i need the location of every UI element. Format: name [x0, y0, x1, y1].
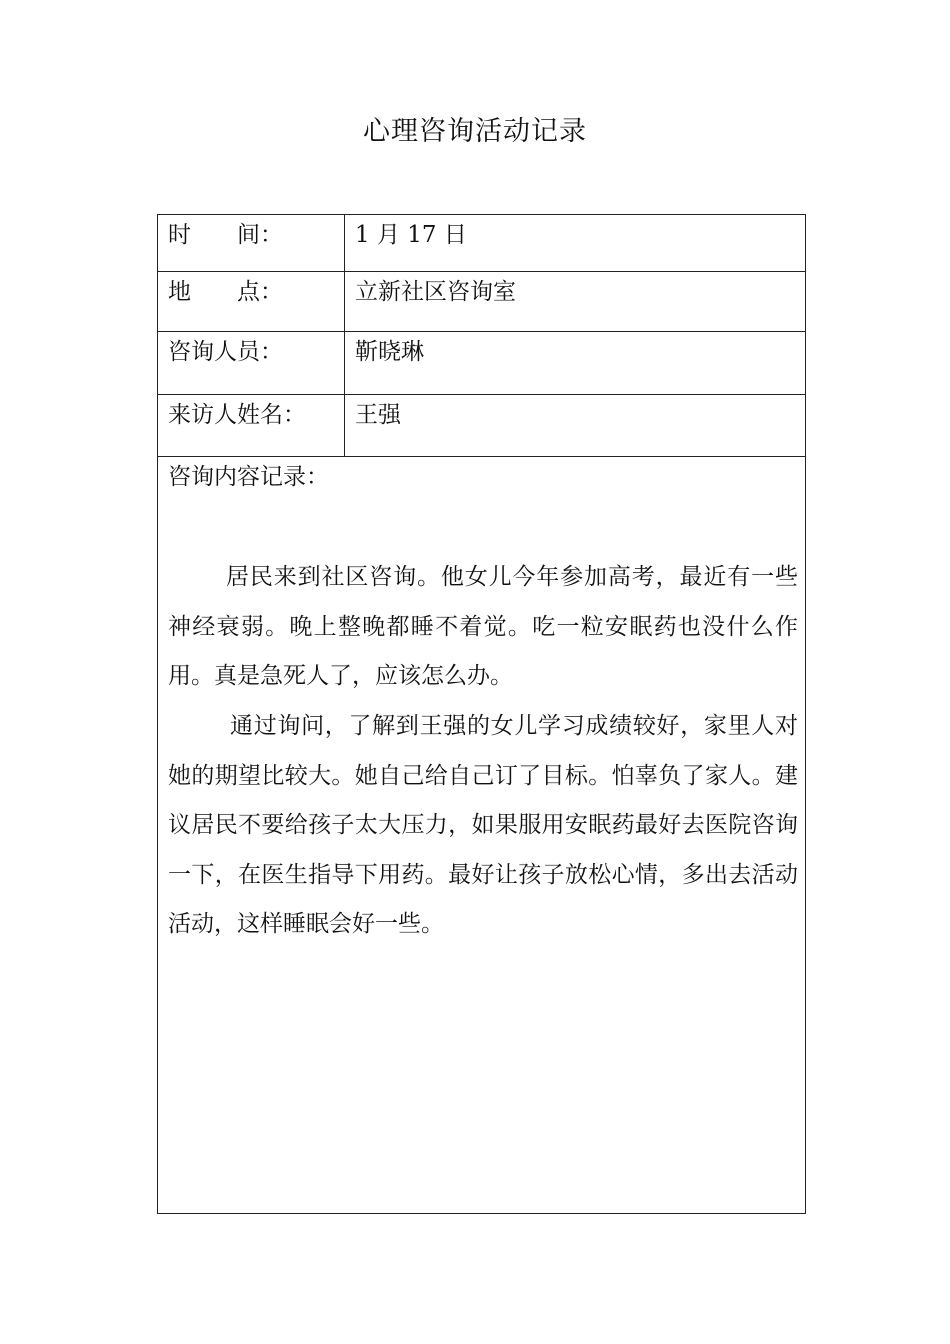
row-counselor: [158, 332, 805, 395]
consultation-content-cell: [158, 457, 805, 1213]
row-visitor: [158, 395, 805, 457]
content-heading: 咨询内容记录：: [168, 464, 329, 490]
time-label: 时 间：: [168, 222, 283, 248]
page-title: 心理咨询活动记录: [363, 116, 587, 147]
record-table: [157, 214, 806, 1214]
row-location: [158, 272, 805, 332]
location-value: 立新社区咨询室: [355, 279, 516, 305]
column-divider: [344, 215, 345, 457]
content-paragraph-1: 居民来到社区咨询。他女儿今年参加高考，最近有一些神经衰弱。晚上整晚都睡不着觉。吃一粒安眠药也没什么作用。真是急死人了，应该怎么办。: [168, 564, 798, 689]
time-value: 1 月 17 日: [355, 222, 467, 248]
visitor-label: 来访人姓名：: [168, 402, 306, 428]
counselor-label: 咨询人员：: [168, 339, 283, 365]
location-label: 地 点：: [168, 279, 283, 305]
counselor-value: 靳晓琳: [355, 339, 424, 365]
content-paragraph-2: 通过询问，了解到王强的女儿学习成绩较好，家里人对她的期望比较大。她自己给自己订了目标。怕辜负了家人。建议居民不要给孩子太大压力，如果服用安眠药最好去医院咨询一下，在医生指导下用药。最好让孩子放松心情，多出去活动活动，这样睡眠会好一些。: [168, 713, 798, 937]
visitor-value: 王强: [355, 402, 401, 428]
row-time: [158, 215, 805, 272]
